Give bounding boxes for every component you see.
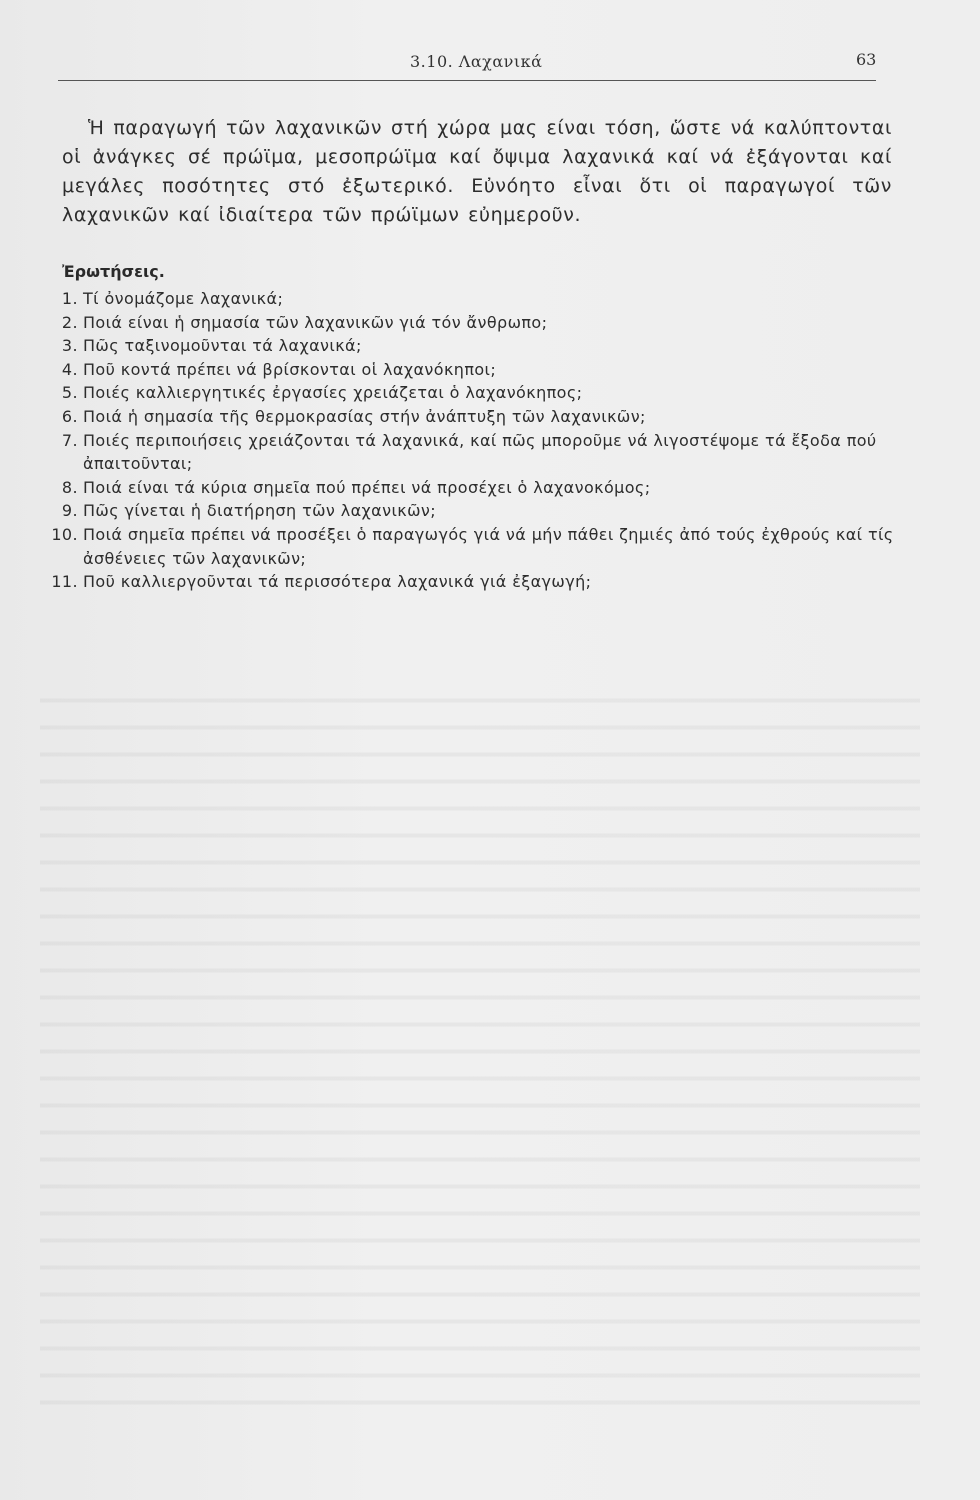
- question-item: [50, 499, 900, 523]
- question-text: Ποιά είναι τά κύρια σημεῖα πού πρέπει νά προσέχει ὁ λαχανοκόμος;: [83, 477, 651, 497]
- question-number: 3.: [61, 336, 78, 356]
- question-number: 10.: [51, 524, 78, 544]
- question-item: [50, 405, 900, 429]
- question-text: Πῶς ταξινομοῦνται τά λαχανικά;: [83, 336, 362, 356]
- question-text: Ποῦ καλλιεργοῦνται τά περισσότερα λαχανικά γιά ἐξαγωγή;: [83, 572, 592, 592]
- question-text: Ποιά είναι ἡ σημασία τῶν λαχανικῶν γιά τόν ἄνθρωπο;: [83, 312, 548, 332]
- question-text: Ποιά σημεῖα πρέπει νά προσέξει ὁ παραγωγός γιά νά μήν πάθει ζημιές ἀπό τούς ἐχθρούς καί τίς ἀσθένειες τῶν λαχανικῶν;: [83, 524, 894, 568]
- question-item: [50, 429, 900, 476]
- question-item: [50, 311, 900, 335]
- header-rule: [58, 80, 876, 81]
- question-text: Τί ὀνομάζομε λαχανικά;: [83, 289, 284, 308]
- reverse-side-bleed-through: [40, 680, 920, 1420]
- question-item: [50, 381, 900, 405]
- question-number: 5.: [61, 383, 78, 403]
- intro-paragraph: Ἡ παραγωγή τῶν λαχανικῶν στή χώρα μας είναι τόση, ὥστε νά καλύπτονται οἱ ἀνάγκες σέ πρώϊμα, μεσοπρώϊμα καί ὄψιμα λαχανικά καί νά ἐξάγονται καί μεγάλες ποσότητες στό ἐξωτερικό. Εὐνόητο εἶναι ὅτι οἱ παραγωγοί τῶν λαχανικῶν καί ἰδιαίτερα τῶν πρώϊμων εὐημεροῦν.: [62, 117, 892, 226]
- question-text: Ποιές περιποιήσεις χρειάζονται τά λαχανικά, καί πῶς μποροῦμε νά λιγοστέψομε τά ἔξοδα πού ἀπαιτοῦνται;: [83, 430, 877, 474]
- page-header: [0, 44, 980, 84]
- question-item: [50, 334, 900, 358]
- page-number: 63: [856, 50, 877, 69]
- question-text: Ποιά ἡ σημασία τῆς θερμοκρασίας στήν ἀνάπτυξη τῶν λαχανικῶν;: [83, 406, 646, 426]
- questions-list: [50, 287, 900, 594]
- question-text: Ποιές καλλιεργητικές ἐργασίες χρειάζεται ὁ λαχανόκηπος;: [83, 383, 583, 403]
- question-number: 7.: [61, 430, 78, 450]
- question-item: [50, 358, 900, 382]
- question-number: 9.: [61, 501, 78, 521]
- question-number: 1.: [61, 289, 78, 308]
- question-item: [50, 570, 900, 594]
- question-item: [50, 523, 900, 570]
- question-number: 8.: [61, 477, 78, 497]
- question-text: Πῶς γίνεται ἡ διατήρηση τῶν λαχανικῶν;: [83, 501, 437, 521]
- question-text: Ποῦ κοντά πρέπει νά βρίσκονται οἱ λαχανόκηποι;: [83, 359, 497, 379]
- question-item: [50, 287, 900, 311]
- question-item: [50, 476, 900, 500]
- question-number: 2.: [61, 312, 78, 332]
- section-title: 3.10. Λαχανικά: [410, 52, 543, 71]
- question-number: 11.: [51, 572, 78, 592]
- questions-heading: Ἐρωτήσεις.: [62, 262, 165, 281]
- question-number: 6.: [61, 406, 78, 426]
- question-number: 4.: [61, 359, 78, 379]
